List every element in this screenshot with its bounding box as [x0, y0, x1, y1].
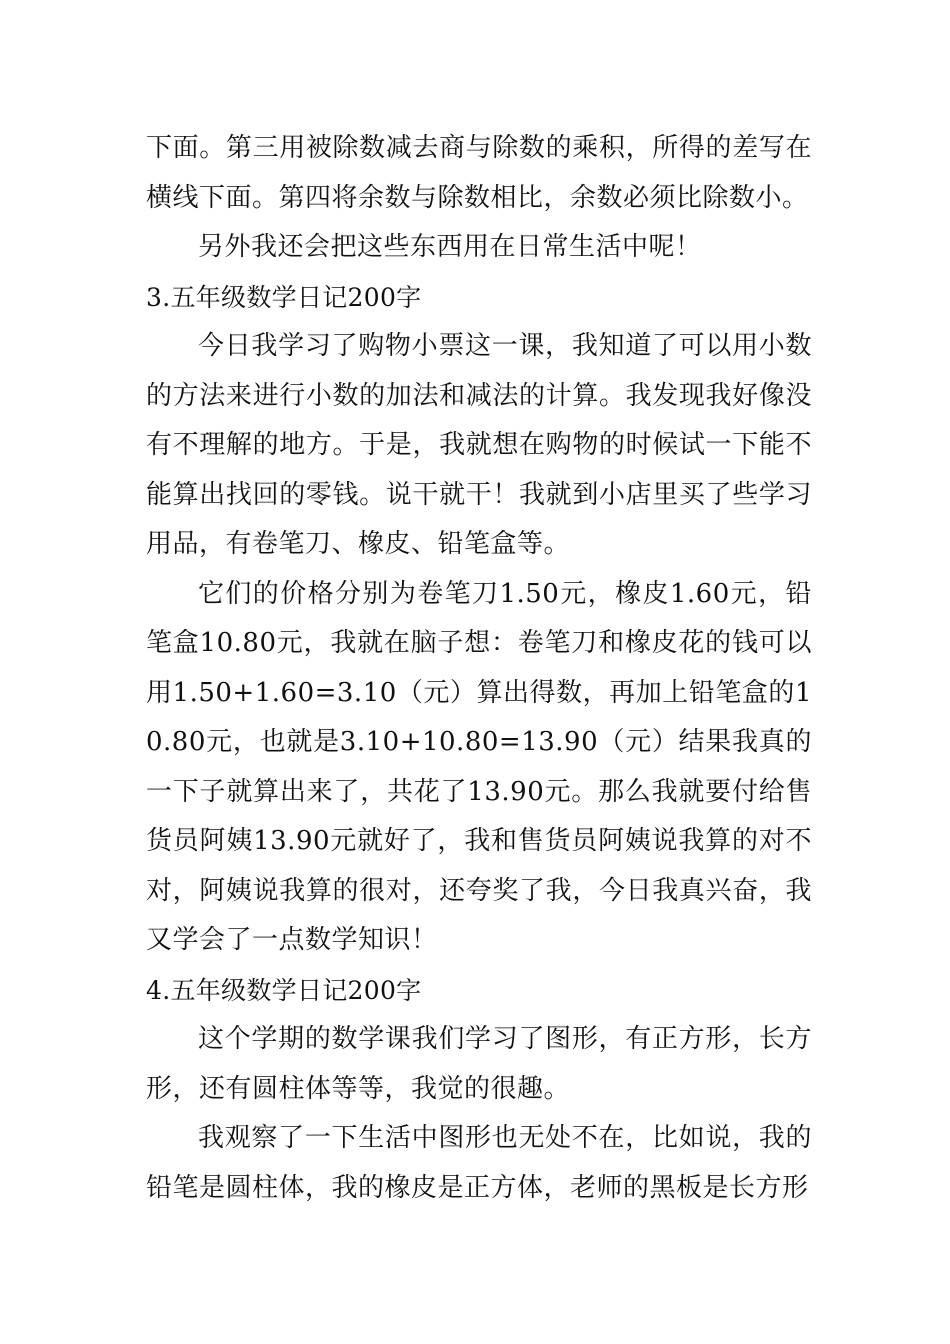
paragraph-price-calculation: 它们的价格分别为卷笔刀1.50元，橡皮1.60元，铅笔盒10.80元，我就在脑子想：卷笔刀和橡皮花的钱可以用1.50+1.60=3.10（元）算出得数，再加上铅笔盒的10.80元，也就是3.10+10.80=13.90（元）结果我真的一下子就算出来了，共花了13.90元。那么我就要付给售货员阿姨13.90元就好了，我和售货员阿姨说我算的对不对，阿姨说我算的很对，还夸奖了我，今日我真兴奋，我又学会了一点数学知识！: [146, 578, 812, 955]
paragraph-shapes-observation: 我观察了一下生活中图形也无处不在，比如说，我的铅笔是圆柱体，我的橡皮是正方体，老师的黑板是长方形: [146, 1123, 812, 1203]
document-body: [146, 124, 812, 1213]
paragraph-division-steps: 下面。第三用被除数减去商与除数的乘积，所得的差写在横线下面。第四将余数与除数相比，余数必须比除数小。: [146, 133, 812, 213]
paragraph-shopping-receipt: 今日我学习了购物小票这一课，我知道了可以用小数的方法来进行小数的加法和减法的计算。我发现我好像没有不理解的地方。于是，我就想在购物的时候试一下能不能算出找回的零钱。说干就干！我就到小店里买了些学习用品，有卷笔刀、橡皮、铅笔盒等。: [146, 331, 812, 559]
paragraph-daily-life: 另外我还会把这些东西用在日常生活中呢！: [198, 232, 702, 262]
paragraph-shapes-lesson: 这个学期的数学课我们学习了图形，有正方形，长方形，还有圆柱体等等，我觉的很趣。: [146, 1024, 812, 1104]
section-heading-3: 3.五年级数学日记200字: [146, 282, 422, 312]
section-heading-4: 4.五年级数学日记200字: [146, 975, 422, 1005]
